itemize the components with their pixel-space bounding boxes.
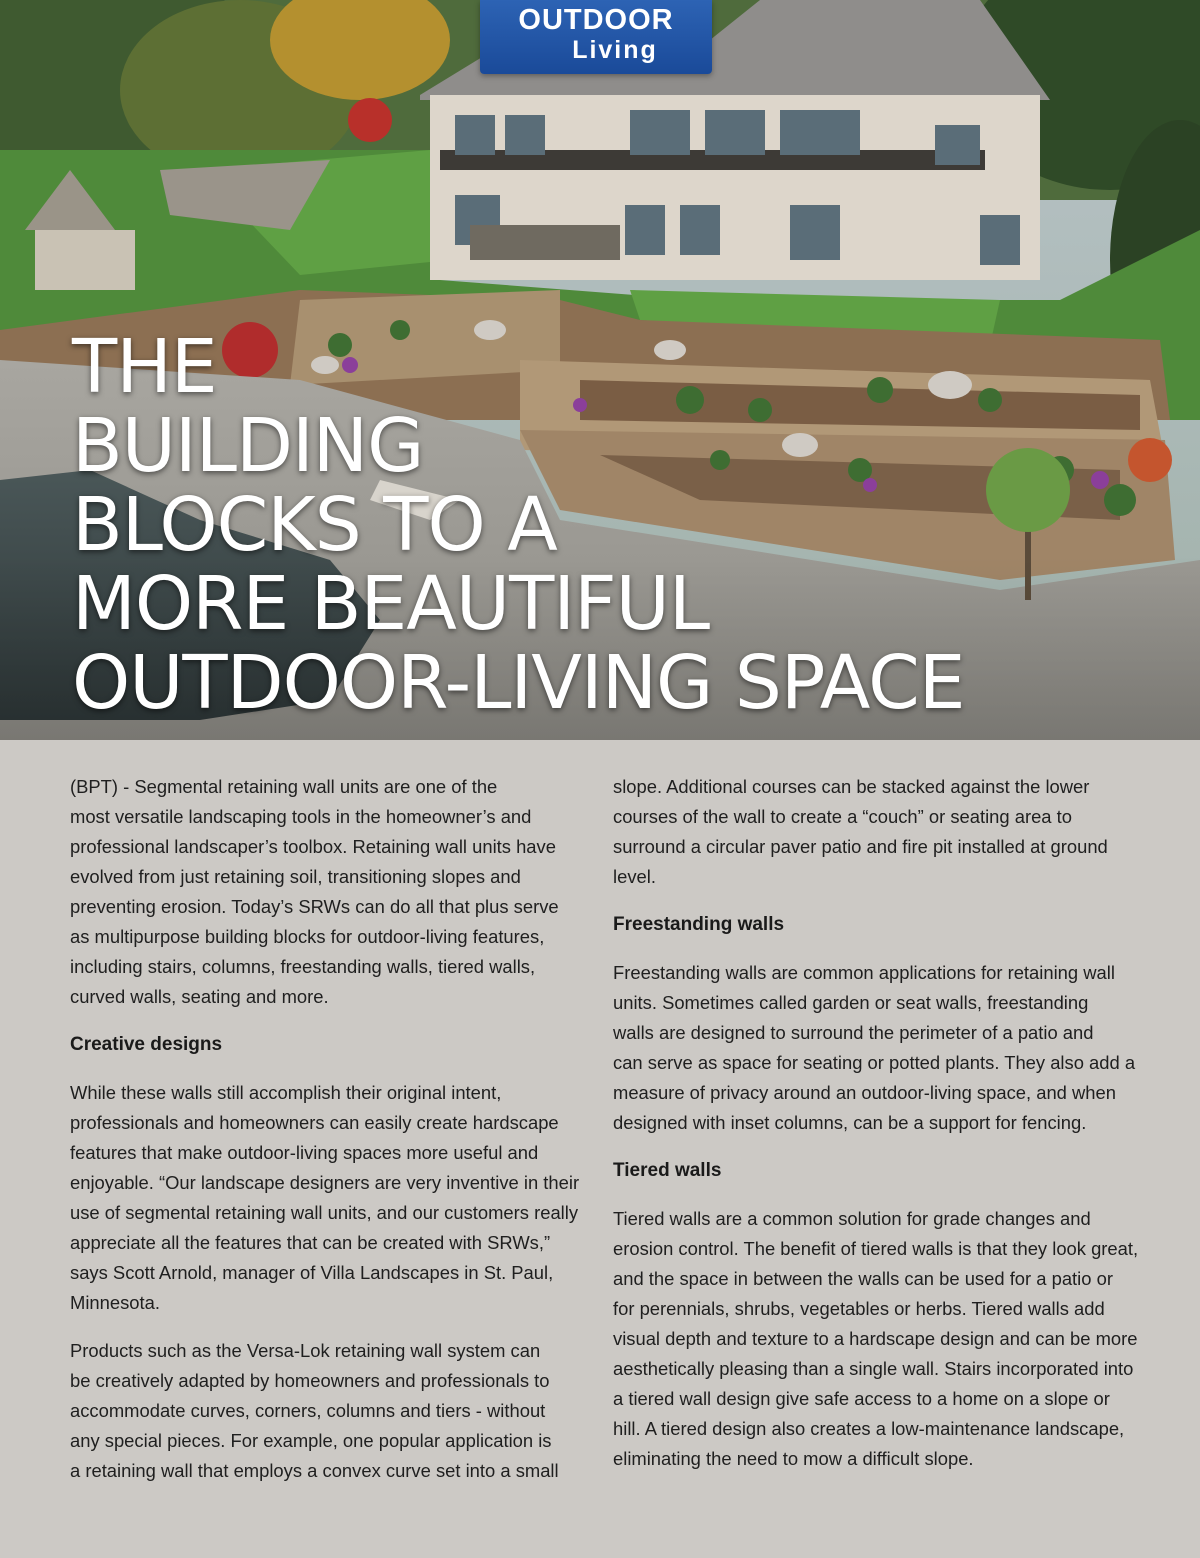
text-line: designed with inset columns, can be a support for fencing. — [613, 1112, 1087, 1133]
text-line: While these walls still accomplish their original intent, — [70, 1082, 502, 1103]
section-badge-line2: Living — [572, 36, 658, 64]
text-line: and the space in between the walls can be used for a patio or — [613, 1268, 1113, 1289]
heading-freestanding-walls: Freestanding walls — [613, 914, 785, 935]
text-line: hill. A tiered design also creates a low-maintenance landscape, — [613, 1418, 1125, 1439]
section-badge — [480, 0, 712, 74]
text-line: slope. Additional courses can be stacked against the lower — [613, 776, 1090, 797]
headline-line: OUTDOOR-LIVING SPACE — [72, 640, 965, 726]
text-line: preventing erosion. Today’s SRWs can do all that plus serve — [70, 896, 559, 917]
tiered-paragraph — [613, 1204, 1138, 1474]
article-right-column — [613, 772, 1138, 1474]
text-line: walls are designed to surround the perimeter of a patio and — [613, 1022, 1094, 1043]
text-line: a retaining wall that employs a convex curve set into a small — [70, 1460, 559, 1481]
text-line: evolved from just retaining soil, transitioning slopes and — [70, 866, 521, 887]
intro-paragraph — [70, 772, 590, 1012]
text-line: courses of the wall to create a “couch” or seating area to — [613, 806, 1072, 827]
text-line: units. Sometimes called garden or seat walls, freestanding — [613, 992, 1089, 1013]
text-line: a tiered wall design give safe access to a home on a slope or — [613, 1388, 1110, 1409]
text-line: professionals and homeowners can easily create hardscape — [70, 1112, 559, 1133]
text-line: for perennials, shrubs, vegetables or herbs. Tiered walls add — [613, 1298, 1105, 1319]
text-line: Freestanding walls are common applications for retaining wall — [613, 962, 1115, 983]
headline-line: THE — [72, 324, 217, 410]
text-line: accommodate curves, corners, columns and tiers - without — [70, 1400, 546, 1421]
heading-tiered-walls: Tiered walls — [613, 1160, 722, 1181]
heading-creative-designs: Creative designs — [70, 1034, 223, 1055]
text-line: (BPT) - Segmental retaining wall units are one of the — [70, 776, 498, 797]
headline-line: MORE BEAUTIFUL — [72, 561, 710, 647]
text-line: measure of privacy around an outdoor-living space, and when — [613, 1082, 1116, 1103]
text-line: can serve as space for seating or potted plants. They also add a — [613, 1052, 1136, 1073]
freestanding-paragraph — [613, 958, 1138, 1138]
text-line: appreciate all the features that can be created with SRWs,” — [70, 1232, 551, 1253]
text-line: features that make outdoor-living spaces more useful and — [70, 1142, 539, 1163]
headline-line: BUILDING — [72, 403, 424, 489]
article-headline — [72, 324, 1172, 726]
text-line: surround a circular paver patio and fire pit installed at ground — [613, 836, 1108, 857]
text-line: curved walls, seating and more. — [70, 986, 329, 1007]
text-line: aesthetically pleasing than a single wall. Stairs incorporated into — [613, 1358, 1134, 1379]
text-line: eliminating the need to mow a difficult slope. — [613, 1448, 974, 1469]
article-left-column — [70, 772, 590, 1486]
text-line: be creatively adapted by homeowners and professionals to — [70, 1370, 550, 1391]
text-line: level. — [613, 866, 656, 887]
text-line: use of segmental retaining wall units, and our customers really — [70, 1202, 579, 1223]
hero-photo — [0, 0, 1200, 740]
text-line: Products such as the Versa-Lok retaining wall system can — [70, 1340, 541, 1361]
text-line: professional landscaper’s toolbox. Retaining wall units have — [70, 836, 556, 857]
text-line: as multipurpose building blocks for outdoor-living features, — [70, 926, 545, 947]
text-line: says Scott Arnold, manager of Villa Landscapes in St. Paul, — [70, 1262, 554, 1283]
headline-line: BLOCKS TO A — [72, 482, 557, 568]
section-badge-line1: OUTDOOR — [518, 4, 674, 36]
text-line: Minnesota. — [70, 1292, 160, 1313]
text-line: erosion control. The benefit of tiered walls is that they look great, — [613, 1238, 1139, 1259]
continuation-paragraph — [613, 772, 1138, 892]
text-line: enjoyable. “Our landscape designers are very inventive in their — [70, 1172, 580, 1193]
creative-paragraph-2 — [70, 1336, 590, 1486]
text-line: visual depth and texture to a hardscape design and can be more — [613, 1328, 1138, 1349]
text-line: most versatile landscaping tools in the homeowner’s and — [70, 806, 532, 827]
text-line: Tiered walls are a common solution for grade changes and — [613, 1208, 1091, 1229]
text-line: any special pieces. For example, one popular application is — [70, 1430, 552, 1451]
creative-paragraph-1 — [70, 1078, 590, 1318]
text-line: including stairs, columns, freestanding walls, tiered walls, — [70, 956, 536, 977]
